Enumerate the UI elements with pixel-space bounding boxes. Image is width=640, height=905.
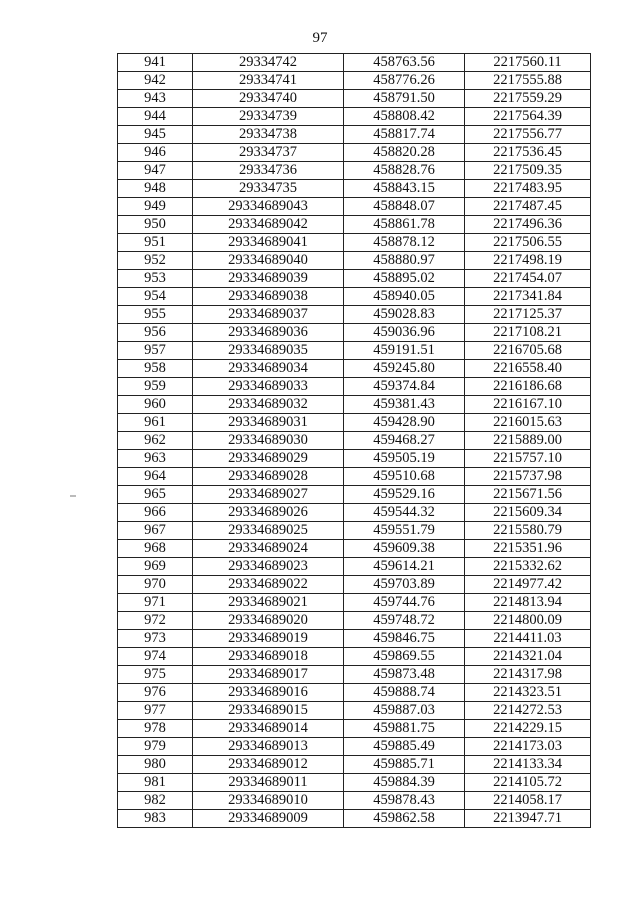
point-id-cell: 29334689017 — [193, 666, 344, 684]
y-coordinate-cell: 2214323.51 — [465, 684, 591, 702]
table-row — [118, 630, 591, 648]
x-coordinate-cell: 459505.19 — [344, 450, 465, 468]
table-row — [118, 180, 591, 198]
point-number-cell: 981 — [118, 774, 193, 792]
point-number-cell: 982 — [118, 792, 193, 810]
x-coordinate-cell: 459551.79 — [344, 522, 465, 540]
point-number-cell: 960 — [118, 396, 193, 414]
point-id-cell: 29334689034 — [193, 360, 344, 378]
point-id-cell: 29334689027 — [193, 486, 344, 504]
table-row — [118, 234, 591, 252]
y-coordinate-cell: 2217559.29 — [465, 90, 591, 108]
table-row — [118, 540, 591, 558]
x-coordinate-cell: 459878.43 — [344, 792, 465, 810]
point-number-cell: 948 — [118, 180, 193, 198]
x-coordinate-cell: 459245.80 — [344, 360, 465, 378]
point-number-cell: 961 — [118, 414, 193, 432]
point-id-cell: 29334689037 — [193, 306, 344, 324]
table-row — [118, 90, 591, 108]
table-row — [118, 486, 591, 504]
coordinates-table-body — [118, 54, 591, 828]
x-coordinate-cell: 459703.89 — [344, 576, 465, 594]
table-row — [118, 396, 591, 414]
point-number-cell: 962 — [118, 432, 193, 450]
point-id-cell: 29334689013 — [193, 738, 344, 756]
point-id-cell: 29334689030 — [193, 432, 344, 450]
y-coordinate-cell: 2215609.34 — [465, 504, 591, 522]
table-row — [118, 288, 591, 306]
y-coordinate-cell: 2217454.07 — [465, 270, 591, 288]
table-row — [118, 360, 591, 378]
point-id-cell: 29334689010 — [193, 792, 344, 810]
y-coordinate-cell: 2217509.35 — [465, 162, 591, 180]
point-id-cell: 29334741 — [193, 72, 344, 90]
point-id-cell: 29334689015 — [193, 702, 344, 720]
x-coordinate-cell: 459614.21 — [344, 558, 465, 576]
x-coordinate-cell: 459191.51 — [344, 342, 465, 360]
point-number-cell: 955 — [118, 306, 193, 324]
y-coordinate-cell: 2214133.34 — [465, 756, 591, 774]
point-id-cell: 29334689018 — [193, 648, 344, 666]
point-number-cell: 957 — [118, 342, 193, 360]
point-id-cell: 29334689041 — [193, 234, 344, 252]
point-id-cell: 29334689028 — [193, 468, 344, 486]
table-row — [118, 252, 591, 270]
x-coordinate-cell: 459609.38 — [344, 540, 465, 558]
x-coordinate-cell: 459873.48 — [344, 666, 465, 684]
page-number: 97 — [312, 30, 328, 46]
x-coordinate-cell: 458808.42 — [344, 108, 465, 126]
table-row — [118, 108, 591, 126]
point-id-cell: 29334689040 — [193, 252, 344, 270]
x-coordinate-cell: 459748.72 — [344, 612, 465, 630]
point-id-cell: 29334689020 — [193, 612, 344, 630]
y-coordinate-cell: 2214229.15 — [465, 720, 591, 738]
point-id-cell: 29334689022 — [193, 576, 344, 594]
x-coordinate-cell: 458848.07 — [344, 198, 465, 216]
table-row — [118, 126, 591, 144]
y-coordinate-cell: 2215737.98 — [465, 468, 591, 486]
point-number-cell: 973 — [118, 630, 193, 648]
x-coordinate-cell: 459881.75 — [344, 720, 465, 738]
y-coordinate-cell: 2216558.40 — [465, 360, 591, 378]
x-coordinate-cell: 459846.75 — [344, 630, 465, 648]
point-number-cell: 967 — [118, 522, 193, 540]
y-coordinate-cell: 2215671.56 — [465, 486, 591, 504]
point-number-cell: 964 — [118, 468, 193, 486]
table-row — [118, 378, 591, 396]
point-number-cell: 947 — [118, 162, 193, 180]
point-number-cell: 953 — [118, 270, 193, 288]
x-coordinate-cell: 459744.76 — [344, 594, 465, 612]
point-number-cell: 972 — [118, 612, 193, 630]
y-coordinate-cell: 2216167.10 — [465, 396, 591, 414]
table-row — [118, 72, 591, 90]
table-row — [118, 468, 591, 486]
table-row — [118, 306, 591, 324]
point-id-cell: 29334689014 — [193, 720, 344, 738]
table-row — [118, 756, 591, 774]
x-coordinate-cell: 459887.03 — [344, 702, 465, 720]
point-number-cell: 965 — [118, 486, 193, 504]
table-row — [118, 684, 591, 702]
x-coordinate-cell: 459381.43 — [344, 396, 465, 414]
coordinates-table — [117, 53, 591, 828]
table-row — [118, 144, 591, 162]
point-number-cell: 951 — [118, 234, 193, 252]
y-coordinate-cell: 2217536.45 — [465, 144, 591, 162]
x-coordinate-cell: 458791.50 — [344, 90, 465, 108]
point-number-cell: 978 — [118, 720, 193, 738]
point-number-cell: 974 — [118, 648, 193, 666]
point-id-cell: 29334689019 — [193, 630, 344, 648]
point-id-cell: 29334689011 — [193, 774, 344, 792]
point-number-cell: 945 — [118, 126, 193, 144]
y-coordinate-cell: 2215332.62 — [465, 558, 591, 576]
point-number-cell: 980 — [118, 756, 193, 774]
point-id-cell: 29334689043 — [193, 198, 344, 216]
x-coordinate-cell: 458895.02 — [344, 270, 465, 288]
point-number-cell: 952 — [118, 252, 193, 270]
y-coordinate-cell: 2213947.71 — [465, 810, 591, 828]
table-row — [118, 198, 591, 216]
point-number-cell: 954 — [118, 288, 193, 306]
x-coordinate-cell: 459374.84 — [344, 378, 465, 396]
table-row — [118, 432, 591, 450]
point-id-cell: 29334689021 — [193, 594, 344, 612]
y-coordinate-cell: 2215757.10 — [465, 450, 591, 468]
point-id-cell: 29334689026 — [193, 504, 344, 522]
y-coordinate-cell: 2214321.04 — [465, 648, 591, 666]
point-id-cell: 29334742 — [193, 54, 344, 72]
x-coordinate-cell: 459028.83 — [344, 306, 465, 324]
point-id-cell: 29334689025 — [193, 522, 344, 540]
x-coordinate-cell: 458776.26 — [344, 72, 465, 90]
y-coordinate-cell: 2217341.84 — [465, 288, 591, 306]
x-coordinate-cell: 458861.78 — [344, 216, 465, 234]
x-coordinate-cell: 459884.39 — [344, 774, 465, 792]
point-number-cell: 971 — [118, 594, 193, 612]
y-coordinate-cell: 2214272.53 — [465, 702, 591, 720]
y-coordinate-cell: 2216705.68 — [465, 342, 591, 360]
x-coordinate-cell: 459885.49 — [344, 738, 465, 756]
x-coordinate-cell: 458828.76 — [344, 162, 465, 180]
point-id-cell: 29334689033 — [193, 378, 344, 396]
table-row — [118, 558, 591, 576]
y-coordinate-cell: 2214800.09 — [465, 612, 591, 630]
point-number-cell: 956 — [118, 324, 193, 342]
table-row — [118, 702, 591, 720]
table-row — [118, 648, 591, 666]
table-row — [118, 594, 591, 612]
y-coordinate-cell: 2217564.39 — [465, 108, 591, 126]
point-number-cell: 946 — [118, 144, 193, 162]
point-number-cell: 970 — [118, 576, 193, 594]
point-id-cell: 29334689036 — [193, 324, 344, 342]
table-row — [118, 414, 591, 432]
point-number-cell: 968 — [118, 540, 193, 558]
x-coordinate-cell: 459544.32 — [344, 504, 465, 522]
table-row — [118, 162, 591, 180]
x-coordinate-cell: 459885.71 — [344, 756, 465, 774]
point-number-cell: 976 — [118, 684, 193, 702]
point-number-cell: 959 — [118, 378, 193, 396]
point-number-cell: 977 — [118, 702, 193, 720]
x-coordinate-cell: 458878.12 — [344, 234, 465, 252]
table-row — [118, 450, 591, 468]
x-coordinate-cell: 459468.27 — [344, 432, 465, 450]
table-row — [118, 720, 591, 738]
point-id-cell: 29334689032 — [193, 396, 344, 414]
table-row — [118, 612, 591, 630]
x-coordinate-cell: 459529.16 — [344, 486, 465, 504]
x-coordinate-cell: 459862.58 — [344, 810, 465, 828]
point-id-cell: 29334737 — [193, 144, 344, 162]
point-id-cell: 29334738 — [193, 126, 344, 144]
margin-mark — [70, 495, 76, 497]
y-coordinate-cell: 2215580.79 — [465, 522, 591, 540]
x-coordinate-cell: 458880.97 — [344, 252, 465, 270]
table-row — [118, 504, 591, 522]
table-row — [118, 270, 591, 288]
table-row — [118, 54, 591, 72]
table-row — [118, 792, 591, 810]
table-row — [118, 324, 591, 342]
point-id-cell: 29334689038 — [193, 288, 344, 306]
y-coordinate-cell: 2215889.00 — [465, 432, 591, 450]
table-row — [118, 810, 591, 828]
point-id-cell: 29334689024 — [193, 540, 344, 558]
point-number-cell: 958 — [118, 360, 193, 378]
y-coordinate-cell: 2217125.37 — [465, 306, 591, 324]
y-coordinate-cell: 2217496.36 — [465, 216, 591, 234]
y-coordinate-cell: 2216186.68 — [465, 378, 591, 396]
y-coordinate-cell: 2217483.95 — [465, 180, 591, 198]
y-coordinate-cell: 2217108.21 — [465, 324, 591, 342]
point-id-cell: 29334735 — [193, 180, 344, 198]
table-row — [118, 774, 591, 792]
y-coordinate-cell: 2214977.42 — [465, 576, 591, 594]
point-id-cell: 29334689023 — [193, 558, 344, 576]
point-number-cell: 950 — [118, 216, 193, 234]
point-id-cell: 29334689035 — [193, 342, 344, 360]
point-number-cell: 949 — [118, 198, 193, 216]
point-number-cell: 942 — [118, 72, 193, 90]
point-id-cell: 29334689016 — [193, 684, 344, 702]
y-coordinate-cell: 2217487.45 — [465, 198, 591, 216]
point-number-cell: 969 — [118, 558, 193, 576]
y-coordinate-cell: 2217498.19 — [465, 252, 591, 270]
point-id-cell: 29334689012 — [193, 756, 344, 774]
x-coordinate-cell: 458763.56 — [344, 54, 465, 72]
point-number-cell: 963 — [118, 450, 193, 468]
point-number-cell: 975 — [118, 666, 193, 684]
x-coordinate-cell: 459036.96 — [344, 324, 465, 342]
point-id-cell: 29334689039 — [193, 270, 344, 288]
y-coordinate-cell: 2214058.17 — [465, 792, 591, 810]
point-id-cell: 29334739 — [193, 108, 344, 126]
x-coordinate-cell: 458940.05 — [344, 288, 465, 306]
table-row — [118, 522, 591, 540]
table-row — [118, 576, 591, 594]
y-coordinate-cell: 2217506.55 — [465, 234, 591, 252]
y-coordinate-cell: 2214173.03 — [465, 738, 591, 756]
y-coordinate-cell: 2215351.96 — [465, 540, 591, 558]
x-coordinate-cell: 458817.74 — [344, 126, 465, 144]
x-coordinate-cell: 458843.15 — [344, 180, 465, 198]
y-coordinate-cell: 2214411.03 — [465, 630, 591, 648]
y-coordinate-cell: 2214813.94 — [465, 594, 591, 612]
point-id-cell: 29334689031 — [193, 414, 344, 432]
x-coordinate-cell: 459428.90 — [344, 414, 465, 432]
table-row — [118, 738, 591, 756]
y-coordinate-cell: 2217555.88 — [465, 72, 591, 90]
point-number-cell: 941 — [118, 54, 193, 72]
point-number-cell: 943 — [118, 90, 193, 108]
y-coordinate-cell: 2214105.72 — [465, 774, 591, 792]
y-coordinate-cell: 2216015.63 — [465, 414, 591, 432]
table-row — [118, 216, 591, 234]
point-number-cell: 979 — [118, 738, 193, 756]
point-id-cell: 29334689042 — [193, 216, 344, 234]
point-id-cell: 29334689009 — [193, 810, 344, 828]
x-coordinate-cell: 458820.28 — [344, 144, 465, 162]
point-number-cell: 966 — [118, 504, 193, 522]
point-id-cell: 29334736 — [193, 162, 344, 180]
y-coordinate-cell: 2214317.98 — [465, 666, 591, 684]
point-number-cell: 983 — [118, 810, 193, 828]
y-coordinate-cell: 2217556.77 — [465, 126, 591, 144]
point-number-cell: 944 — [118, 108, 193, 126]
y-coordinate-cell: 2217560.11 — [465, 54, 591, 72]
point-id-cell: 29334689029 — [193, 450, 344, 468]
point-id-cell: 29334740 — [193, 90, 344, 108]
table-row — [118, 342, 591, 360]
table-row — [118, 666, 591, 684]
x-coordinate-cell: 459888.74 — [344, 684, 465, 702]
x-coordinate-cell: 459869.55 — [344, 648, 465, 666]
x-coordinate-cell: 459510.68 — [344, 468, 465, 486]
